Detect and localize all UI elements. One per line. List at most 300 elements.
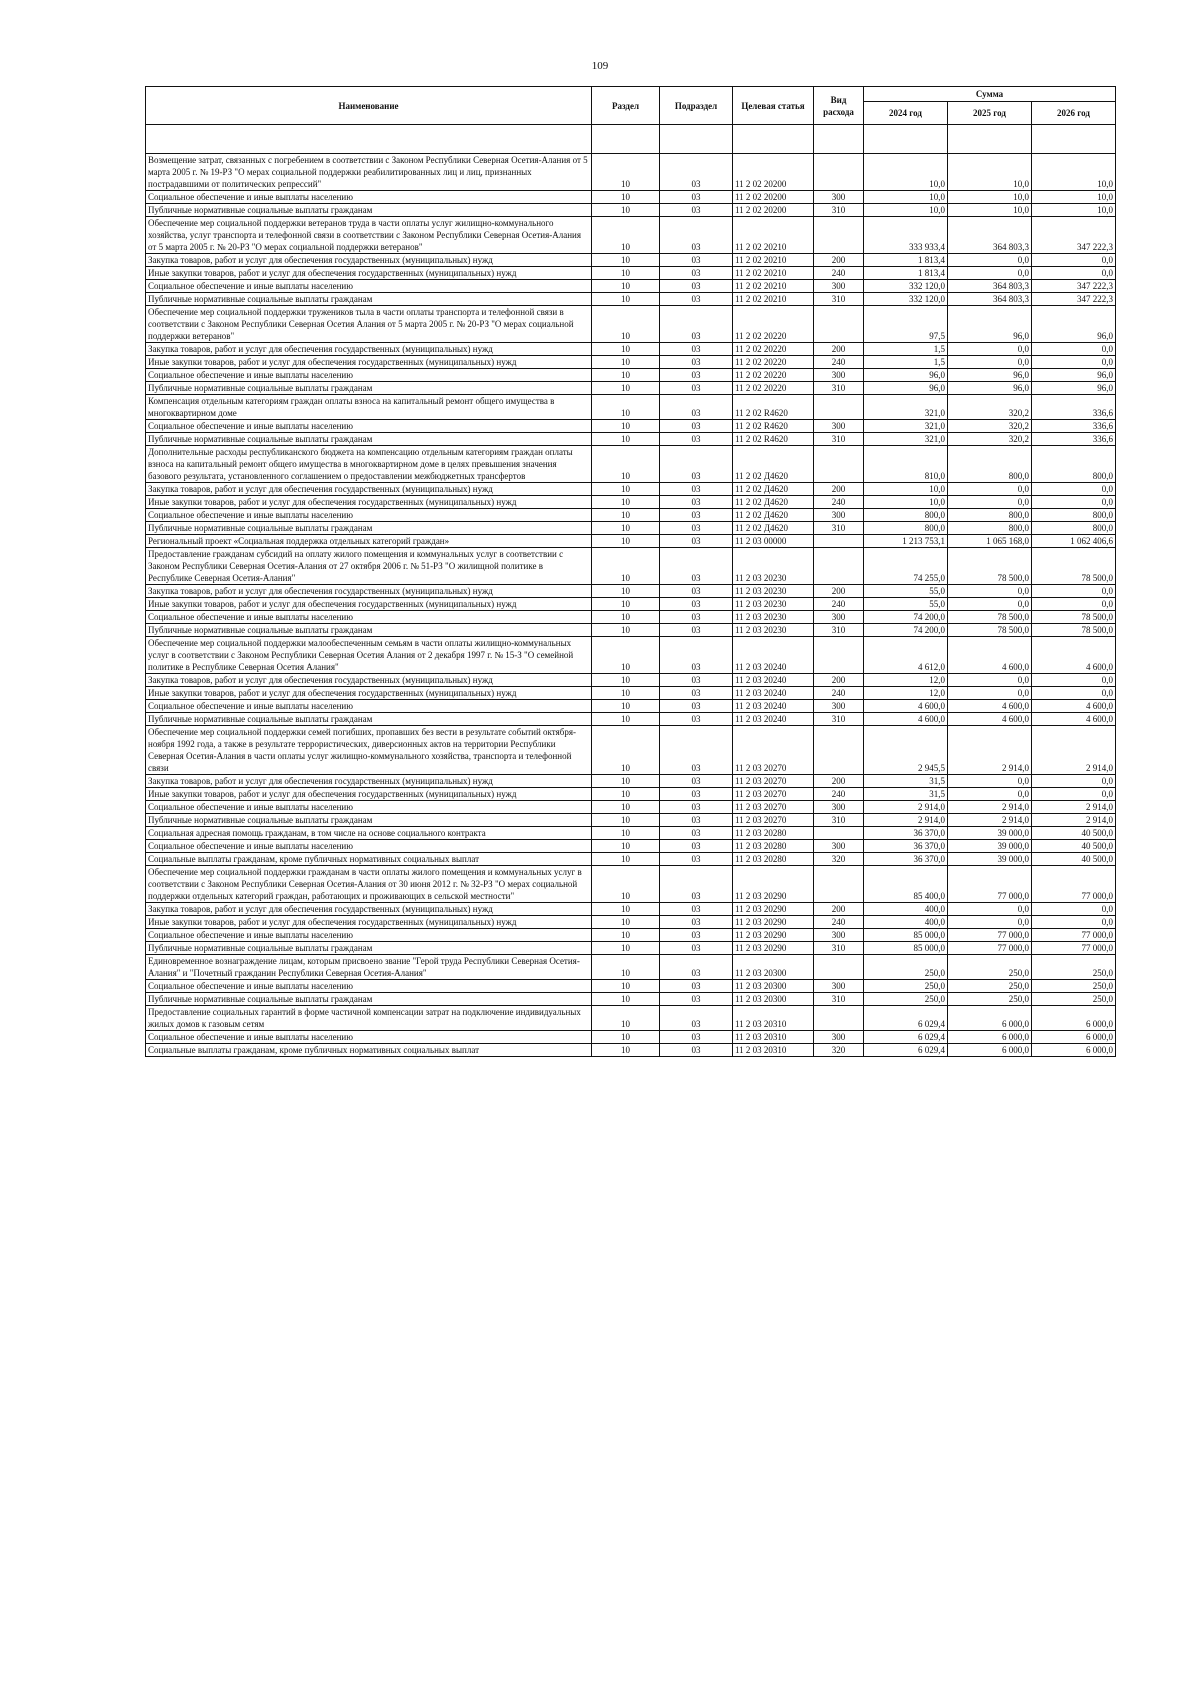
row-name: Социальное обеспечение и иные выплаты населению <box>146 611 592 624</box>
row-name: Социальное обеспечение и иные выплаты населению <box>146 191 592 204</box>
row-amount-2025: 2 914,0 <box>948 814 1032 827</box>
row-amount-2026: 347 222,3 <box>1032 293 1116 306</box>
row-subsection: 03 <box>660 637 733 674</box>
row-amount-2026: 250,0 <box>1032 955 1116 980</box>
table-row <box>146 788 1116 801</box>
row-section: 10 <box>592 624 660 637</box>
row-name: Обеспечение мер социальной поддержки ветеранов труда в части оплаты услуг жилищно-коммунального хозяйства, услуг транспорта и телефонной связи в соответствии с Законом Республики Северная Осетия-Алания от 5 марта 2005 г. № 20-РЗ "О мерах социальной поддержки ветеранов" <box>146 217 592 254</box>
row-subsection: 03 <box>660 204 733 217</box>
row-kind: 240 <box>814 598 864 611</box>
row-target: 11 2 03 20240 <box>733 700 814 713</box>
row-kind: 310 <box>814 293 864 306</box>
row-target: 11 2 03 20270 <box>733 775 814 788</box>
row-kind <box>814 866 864 903</box>
row-section: 10 <box>592 853 660 866</box>
row-kind <box>814 535 864 548</box>
row-name: Закупка товаров, работ и услуг для обеспечения государственных (муниципальных) нужд <box>146 254 592 267</box>
row-section: 10 <box>592 980 660 993</box>
table-row <box>146 1006 1116 1031</box>
row-amount-2026: 78 500,0 <box>1032 611 1116 624</box>
row-subsection: 03 <box>660 522 733 535</box>
row-kind: 310 <box>814 993 864 1006</box>
row-target: 11 2 03 20280 <box>733 827 814 840</box>
row-section: 10 <box>592 801 660 814</box>
row-name: Обеспечение мер социальной поддержки гражданам в части оплаты жилого помещения и коммунальных услуг в соответствии с Законом Республики Северная Осетия-Алания от 30 июня 2012 г. № 32-РЗ "О мерах социальной поддержки отдельных категорий граждан, работающих и проживающих в сельской местности" <box>146 866 592 903</box>
row-name: Возмещение затрат, связанных с погребением в соответствии с Законом Республики Северная Осетия-Алания от 5 марта 2005 г. № 19-РЗ "О мерах социальной поддержки реабилитированных лиц и лиц, признанных пострадавшими от политических репрессий" <box>146 154 592 191</box>
row-kind <box>814 306 864 343</box>
row-subsection: 03 <box>660 496 733 509</box>
row-amount-2024: 74 200,0 <box>864 611 948 624</box>
row-kind: 310 <box>814 382 864 395</box>
row-amount-2026: 40 500,0 <box>1032 827 1116 840</box>
table-row <box>146 814 1116 827</box>
row-name: Публичные нормативные социальные выплаты гражданам <box>146 624 592 637</box>
row-amount-2024: 55,0 <box>864 598 948 611</box>
row-name: Иные закупки товаров, работ и услуг для обеспечения государственных (муниципальных) нужд <box>146 687 592 700</box>
row-section: 10 <box>592 254 660 267</box>
row-name: Публичные нормативные социальные выплаты гражданам <box>146 814 592 827</box>
row-amount-2024: 6 029,4 <box>864 1031 948 1044</box>
table-row <box>146 1044 1116 1057</box>
row-section: 10 <box>592 775 660 788</box>
row-subsection: 03 <box>660 535 733 548</box>
row-amount-2025: 39 000,0 <box>948 827 1032 840</box>
row-target: 11 2 02 20210 <box>733 280 814 293</box>
row-subsection: 03 <box>660 929 733 942</box>
row-amount-2026: 10,0 <box>1032 154 1116 191</box>
row-target: 11 2 03 20290 <box>733 916 814 929</box>
row-kind: 240 <box>814 267 864 280</box>
row-kind: 300 <box>814 191 864 204</box>
row-section: 10 <box>592 700 660 713</box>
row-target: 11 2 03 20270 <box>733 726 814 775</box>
row-section: 10 <box>592 496 660 509</box>
row-section: 10 <box>592 535 660 548</box>
row-kind: 200 <box>814 254 864 267</box>
row-name: Социальное обеспечение и иные выплаты населению <box>146 280 592 293</box>
row-subsection: 03 <box>660 840 733 853</box>
row-target: 11 2 02 R4620 <box>733 420 814 433</box>
row-amount-2025: 800,0 <box>948 509 1032 522</box>
header-subsection: Подраздел <box>660 87 733 125</box>
row-section: 10 <box>592 993 660 1006</box>
row-amount-2024: 321,0 <box>864 395 948 420</box>
row-amount-2025: 10,0 <box>948 154 1032 191</box>
row-section: 10 <box>592 637 660 674</box>
row-amount-2024: 4 600,0 <box>864 713 948 726</box>
table-row <box>146 217 1116 254</box>
row-subsection: 03 <box>660 775 733 788</box>
table-row <box>146 624 1116 637</box>
row-target: 11 2 02 20210 <box>733 267 814 280</box>
row-name: Региональный проект «Социальная поддержка отдельных категорий граждан» <box>146 535 592 548</box>
row-amount-2024: 321,0 <box>864 433 948 446</box>
row-subsection: 03 <box>660 624 733 637</box>
row-kind: 310 <box>814 433 864 446</box>
table-row <box>146 840 1116 853</box>
row-amount-2024: 1 213 753,1 <box>864 535 948 548</box>
row-amount-2026: 0,0 <box>1032 788 1116 801</box>
row-name: Социальная адресная помощь гражданам, в том числе на основе социального контракта <box>146 827 592 840</box>
row-name: Социальные выплаты гражданам, кроме публичных нормативных социальных выплат <box>146 1044 592 1057</box>
row-kind: 200 <box>814 585 864 598</box>
row-kind: 300 <box>814 280 864 293</box>
row-target: 11 2 03 00000 <box>733 535 814 548</box>
row-amount-2026: 0,0 <box>1032 496 1116 509</box>
row-amount-2026: 0,0 <box>1032 585 1116 598</box>
row-kind: 240 <box>814 788 864 801</box>
row-amount-2026: 250,0 <box>1032 980 1116 993</box>
row-section: 10 <box>592 942 660 955</box>
row-subsection: 03 <box>660 1031 733 1044</box>
row-amount-2026: 4 600,0 <box>1032 637 1116 674</box>
row-amount-2024: 250,0 <box>864 980 948 993</box>
row-name: Закупка товаров, работ и услуг для обеспечения государственных (муниципальных) нужд <box>146 903 592 916</box>
row-target: 11 2 02 20220 <box>733 306 814 343</box>
table-row <box>146 674 1116 687</box>
row-subsection: 03 <box>660 267 733 280</box>
row-kind <box>814 827 864 840</box>
row-kind <box>814 446 864 483</box>
row-target: 11 2 02 R4620 <box>733 395 814 420</box>
row-amount-2025: 0,0 <box>948 903 1032 916</box>
row-amount-2024: 36 370,0 <box>864 853 948 866</box>
row-section: 10 <box>592 840 660 853</box>
row-name: Социальное обеспечение и иные выплаты населению <box>146 700 592 713</box>
row-target: 11 2 02 20200 <box>733 191 814 204</box>
row-name: Социальное обеспечение и иные выплаты населению <box>146 980 592 993</box>
row-subsection: 03 <box>660 293 733 306</box>
row-amount-2025: 96,0 <box>948 369 1032 382</box>
row-name: Социальное обеспечение и иные выплаты населению <box>146 840 592 853</box>
row-target: 11 2 03 20270 <box>733 801 814 814</box>
row-kind: 320 <box>814 1044 864 1057</box>
row-amount-2026: 0,0 <box>1032 483 1116 496</box>
row-name: Публичные нормативные социальные выплаты гражданам <box>146 993 592 1006</box>
row-section: 10 <box>592 955 660 980</box>
table-row <box>146 700 1116 713</box>
row-section: 10 <box>592 293 660 306</box>
row-section: 10 <box>592 713 660 726</box>
row-amount-2024: 85 400,0 <box>864 866 948 903</box>
header-section: Раздел <box>592 87 660 125</box>
row-target: 11 2 02 Д4620 <box>733 446 814 483</box>
row-amount-2024: 31,5 <box>864 775 948 788</box>
row-subsection: 03 <box>660 254 733 267</box>
row-amount-2026: 96,0 <box>1032 306 1116 343</box>
row-amount-2024: 96,0 <box>864 369 948 382</box>
row-amount-2024: 400,0 <box>864 903 948 916</box>
row-amount-2025: 78 500,0 <box>948 624 1032 637</box>
row-amount-2026: 6 000,0 <box>1032 1006 1116 1031</box>
table-row <box>146 446 1116 483</box>
row-amount-2026: 250,0 <box>1032 993 1116 1006</box>
row-subsection: 03 <box>660 814 733 827</box>
row-kind: 310 <box>814 522 864 535</box>
row-amount-2026: 800,0 <box>1032 522 1116 535</box>
row-kind: 200 <box>814 343 864 356</box>
row-name: Закупка товаров, работ и услуг для обеспечения государственных (муниципальных) нужд <box>146 775 592 788</box>
row-section: 10 <box>592 916 660 929</box>
row-amount-2026: 0,0 <box>1032 903 1116 916</box>
row-amount-2026: 77 000,0 <box>1032 942 1116 955</box>
row-amount-2026: 336,6 <box>1032 395 1116 420</box>
row-amount-2025: 800,0 <box>948 446 1032 483</box>
row-amount-2026: 2 914,0 <box>1032 814 1116 827</box>
row-name: Закупка товаров, работ и услуг для обеспечения государственных (муниципальных) нужд <box>146 585 592 598</box>
table-row <box>146 801 1116 814</box>
row-amount-2025: 250,0 <box>948 980 1032 993</box>
row-section: 10 <box>592 903 660 916</box>
row-subsection: 03 <box>660 585 733 598</box>
row-amount-2026: 40 500,0 <box>1032 853 1116 866</box>
row-subsection: 03 <box>660 801 733 814</box>
row-subsection: 03 <box>660 827 733 840</box>
table-row <box>146 548 1116 585</box>
row-amount-2025: 77 000,0 <box>948 866 1032 903</box>
row-amount-2026: 6 000,0 <box>1032 1044 1116 1057</box>
row-amount-2024: 74 200,0 <box>864 624 948 637</box>
row-target: 11 2 03 20290 <box>733 903 814 916</box>
row-section: 10 <box>592 522 660 535</box>
row-section: 10 <box>592 1006 660 1031</box>
table-row <box>146 980 1116 993</box>
row-amount-2026: 336,6 <box>1032 433 1116 446</box>
row-kind: 310 <box>814 624 864 637</box>
row-amount-2024: 1 813,4 <box>864 254 948 267</box>
row-amount-2025: 320,2 <box>948 433 1032 446</box>
row-section: 10 <box>592 369 660 382</box>
row-target: 11 2 03 20300 <box>733 980 814 993</box>
row-subsection: 03 <box>660 674 733 687</box>
row-name: Обеспечение мер социальной поддержки тружеников тыла в части оплаты транспорта и телефонной связи в соответствии с Законом Республики Северная Осетия Алания от 5 марта 2005 г. № 20-РЗ "О мерах социальной поддержки ветеранов" <box>146 306 592 343</box>
row-amount-2025: 39 000,0 <box>948 840 1032 853</box>
row-amount-2026: 0,0 <box>1032 267 1116 280</box>
row-amount-2026: 0,0 <box>1032 687 1116 700</box>
row-amount-2025: 78 500,0 <box>948 548 1032 585</box>
row-amount-2024: 36 370,0 <box>864 827 948 840</box>
row-subsection: 03 <box>660 343 733 356</box>
row-amount-2026: 2 914,0 <box>1032 801 1116 814</box>
row-section: 10 <box>592 509 660 522</box>
row-amount-2025: 0,0 <box>948 356 1032 369</box>
row-target: 11 2 03 20280 <box>733 853 814 866</box>
row-amount-2026: 0,0 <box>1032 674 1116 687</box>
row-target: 11 2 02 20220 <box>733 382 814 395</box>
row-subsection: 03 <box>660 420 733 433</box>
row-amount-2024: 250,0 <box>864 993 948 1006</box>
row-section: 10 <box>592 191 660 204</box>
table-row <box>146 293 1116 306</box>
row-amount-2026: 0,0 <box>1032 775 1116 788</box>
row-amount-2025: 364 803,3 <box>948 293 1032 306</box>
row-amount-2026: 6 000,0 <box>1032 1031 1116 1044</box>
row-name: Социальное обеспечение и иные выплаты населению <box>146 369 592 382</box>
row-kind: 300 <box>814 509 864 522</box>
row-amount-2024: 31,5 <box>864 788 948 801</box>
row-amount-2024: 2 914,0 <box>864 801 948 814</box>
row-amount-2025: 320,2 <box>948 395 1032 420</box>
row-amount-2024: 2 914,0 <box>864 814 948 827</box>
row-subsection: 03 <box>660 306 733 343</box>
row-amount-2025: 0,0 <box>948 343 1032 356</box>
row-section: 10 <box>592 674 660 687</box>
row-subsection: 03 <box>660 1044 733 1057</box>
row-name: Публичные нормативные социальные выплаты гражданам <box>146 204 592 217</box>
table-row <box>146 356 1116 369</box>
row-section: 10 <box>592 866 660 903</box>
row-name: Иные закупки товаров, работ и услуг для обеспечения государственных (муниципальных) нужд <box>146 916 592 929</box>
table-row <box>146 522 1116 535</box>
row-section: 10 <box>592 827 660 840</box>
row-name: Социальное обеспечение и иные выплаты населению <box>146 1031 592 1044</box>
row-kind: 200 <box>814 775 864 788</box>
row-subsection: 03 <box>660 548 733 585</box>
row-section: 10 <box>592 280 660 293</box>
row-target: 11 2 03 20310 <box>733 1031 814 1044</box>
row-amount-2025: 6 000,0 <box>948 1006 1032 1031</box>
row-target: 11 2 02 Д4620 <box>733 483 814 496</box>
row-target: 11 2 03 20230 <box>733 585 814 598</box>
row-kind: 320 <box>814 853 864 866</box>
header-kind: Вид расхода <box>814 87 864 125</box>
row-name: Публичные нормативные социальные выплаты гражданам <box>146 522 592 535</box>
row-kind: 300 <box>814 611 864 624</box>
row-amount-2024: 12,0 <box>864 687 948 700</box>
row-subsection: 03 <box>660 726 733 775</box>
row-section: 10 <box>592 483 660 496</box>
row-amount-2025: 364 803,3 <box>948 280 1032 293</box>
row-amount-2024: 800,0 <box>864 522 948 535</box>
header-sum: Сумма <box>864 87 1116 102</box>
table-row <box>146 916 1116 929</box>
row-target: 11 2 03 20310 <box>733 1006 814 1031</box>
table-row <box>146 853 1116 866</box>
row-kind: 300 <box>814 980 864 993</box>
row-amount-2025: 0,0 <box>948 483 1032 496</box>
row-amount-2026: 0,0 <box>1032 254 1116 267</box>
row-amount-2024: 55,0 <box>864 585 948 598</box>
row-amount-2025: 77 000,0 <box>948 929 1032 942</box>
row-target: 11 2 03 20240 <box>733 687 814 700</box>
row-kind: 300 <box>814 801 864 814</box>
row-amount-2026: 347 222,3 <box>1032 280 1116 293</box>
header-year-2026: 2026 год <box>1032 102 1116 125</box>
row-amount-2024: 12,0 <box>864 674 948 687</box>
row-amount-2026: 77 000,0 <box>1032 929 1116 942</box>
row-subsection: 03 <box>660 866 733 903</box>
row-kind: 200 <box>814 903 864 916</box>
row-subsection: 03 <box>660 217 733 254</box>
row-amount-2026: 78 500,0 <box>1032 548 1116 585</box>
row-kind: 310 <box>814 713 864 726</box>
row-amount-2025: 77 000,0 <box>948 942 1032 955</box>
row-target: 11 2 03 20230 <box>733 598 814 611</box>
table-row <box>146 483 1116 496</box>
row-amount-2024: 333 933,4 <box>864 217 948 254</box>
table-row <box>146 280 1116 293</box>
table-row <box>146 1031 1116 1044</box>
row-subsection: 03 <box>660 916 733 929</box>
table-row <box>146 496 1116 509</box>
table-row <box>146 191 1116 204</box>
row-kind <box>814 726 864 775</box>
row-subsection: 03 <box>660 154 733 191</box>
row-target: 11 2 03 20240 <box>733 713 814 726</box>
row-section: 10 <box>592 1044 660 1057</box>
row-kind: 300 <box>814 369 864 382</box>
row-target: 11 2 03 20240 <box>733 674 814 687</box>
row-name: Обеспечение мер социальной поддержки семей погибших, пропавших без вести в результате событий октября-ноября 1992 года, а также в результате террористических, диверсионных актов на территории Республики Северная Осетия-Алания в части оплаты услуг жилищно-коммунального хозяйства, транспорта и телефонной связи <box>146 726 592 775</box>
row-name: Единовременное вознаграждение лицам, которым присвоено звание "Герой труда Республики Северная Осетия-Алания" и "Почетный гражданин Республики Северная Осетия-Алания" <box>146 955 592 980</box>
header-spacer-row <box>146 125 1116 154</box>
page-number: 109 <box>591 60 609 72</box>
header-target: Целевая статья <box>733 87 814 125</box>
row-amount-2026: 800,0 <box>1032 446 1116 483</box>
row-amount-2025: 0,0 <box>948 585 1032 598</box>
row-kind: 310 <box>814 814 864 827</box>
row-amount-2026: 347 222,3 <box>1032 217 1116 254</box>
row-name: Социальное обеспечение и иные выплаты населению <box>146 420 592 433</box>
row-subsection: 03 <box>660 980 733 993</box>
row-kind: 300 <box>814 1031 864 1044</box>
row-target: 11 2 03 20230 <box>733 548 814 585</box>
row-subsection: 03 <box>660 788 733 801</box>
table-row <box>146 343 1116 356</box>
header-name: Наименование <box>146 87 592 125</box>
row-subsection: 03 <box>660 611 733 624</box>
row-subsection: 03 <box>660 993 733 1006</box>
row-amount-2024: 4 612,0 <box>864 637 948 674</box>
row-section: 10 <box>592 154 660 191</box>
table-row <box>146 827 1116 840</box>
row-target: 11 2 02 20200 <box>733 154 814 191</box>
row-amount-2024: 6 029,4 <box>864 1044 948 1057</box>
row-amount-2025: 0,0 <box>948 788 1032 801</box>
row-amount-2025: 4 600,0 <box>948 637 1032 674</box>
row-amount-2026: 0,0 <box>1032 356 1116 369</box>
row-name: Дополнительные расходы республиканского бюджета на компенсацию отдельным категориям граждан оплаты взноса на капитальный ремонт общего имущества в многоквартирном доме в целях превышения значения базового результата, установленного соглашением о предоставлении межбюджетных трансфертов <box>146 446 592 483</box>
table-row <box>146 955 1116 980</box>
row-subsection: 03 <box>660 433 733 446</box>
table-row <box>146 687 1116 700</box>
row-amount-2025: 4 600,0 <box>948 713 1032 726</box>
row-target: 11 2 03 20290 <box>733 929 814 942</box>
row-amount-2024: 6 029,4 <box>864 1006 948 1031</box>
table-row <box>146 929 1116 942</box>
row-target: 11 2 02 Д4620 <box>733 496 814 509</box>
row-amount-2026: 96,0 <box>1032 369 1116 382</box>
row-name: Публичные нормативные социальные выплаты гражданам <box>146 433 592 446</box>
row-target: 11 2 03 20300 <box>733 955 814 980</box>
row-name: Иные закупки товаров, работ и услуг для обеспечения государственных (муниципальных) нужд <box>146 356 592 369</box>
budget-table <box>145 86 1116 1057</box>
row-subsection: 03 <box>660 903 733 916</box>
row-amount-2026: 2 914,0 <box>1032 726 1116 775</box>
row-section: 10 <box>592 585 660 598</box>
row-amount-2024: 85 000,0 <box>864 942 948 955</box>
row-subsection: 03 <box>660 700 733 713</box>
row-name: Предоставление гражданам субсидий на оплату жилого помещения и коммунальных услуг в соответствии с Законом Республики Северная Осетия-Алания от 27 октября 2006 г. № 51-РЗ "О жилищной политике в Республике Северная Осетия-Алания" <box>146 548 592 585</box>
table-row <box>146 585 1116 598</box>
row-amount-2025: 0,0 <box>948 496 1032 509</box>
row-kind: 200 <box>814 483 864 496</box>
row-kind <box>814 548 864 585</box>
row-amount-2025: 0,0 <box>948 687 1032 700</box>
table-row <box>146 637 1116 674</box>
row-target: 11 2 03 20270 <box>733 814 814 827</box>
row-subsection: 03 <box>660 369 733 382</box>
